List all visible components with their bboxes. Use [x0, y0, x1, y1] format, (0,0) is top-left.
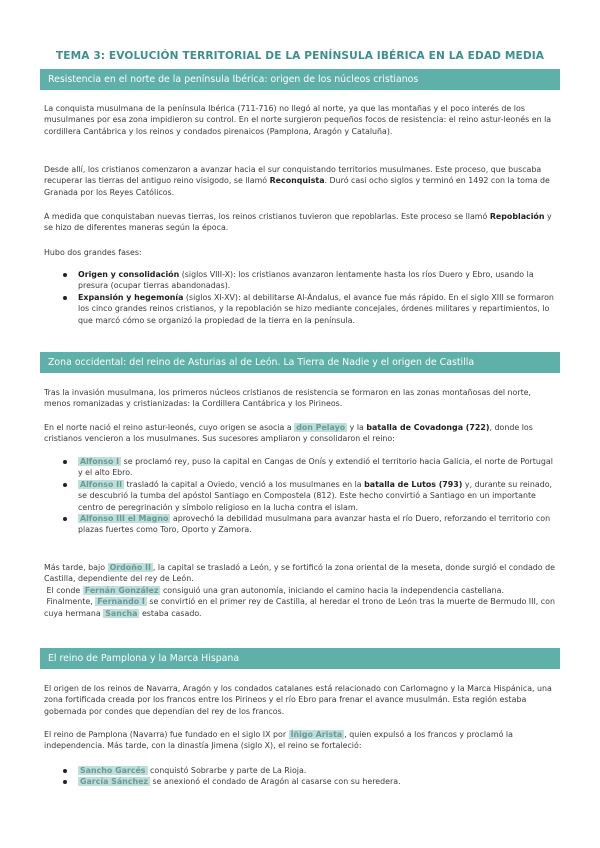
highlighted-name: Alfonso III el Magno	[80, 514, 169, 524]
section1-body	[44, 211, 556, 234]
paragraph: Más tarde, bajo Ordoño II , la capital se trasladó a León, y se fortificó la zona oriental de la meseta, donde surgió el condado de Castilla, dependiente del rey de León.	[44, 563, 556, 584]
highlighted-name: don Pelayo	[296, 423, 346, 432]
list-item: Expansión y hegemonía (siglos XI-XV): al debilitarse Al-Ándalus, el avance fue más rápido. En el siglo XIII se formaron los cinco grandes reinos cristianos, y la repoblación se hizo mediante concejales, órdenes militares y repartimientos, lo que marcó cómo se organizó la propiedad de la tierra en la península.	[44, 292, 556, 326]
paragraph: A medida que conquistaban nuevas tierras, los reinos cristianos tuvieron que repoblarlas. Este proceso se llamó Repoblación y se hizo de diferentes maneras según la época.	[44, 212, 552, 233]
paragraph: Finalmente, Fernando I se convirtió en el primer rey de Castilla, al heredar el trono de León tras la muerte de Bermudo III, con cuya hermana Sancha estaba casado.	[44, 597, 555, 618]
section1-body	[44, 164, 556, 198]
list-item: Alfonso III el Magno aprovechó la debilidad musulmana para avanzar hasta el río Duero, reforzando el territorio con plazas fuertes como Toro, Oporto y Zamora.	[44, 513, 556, 536]
pamplona-list	[44, 765, 556, 788]
highlighted-name: Íñigo Arista	[290, 730, 343, 739]
paragraph: En el norte nació el reino astur-leonés, cuyo origen se asocia a don Pelayo y la batalla de Covadonga (722), donde los cristianos vencieron a los musulmanes. Sus sucesores ampliaron y consolidaron el reino:	[44, 423, 533, 444]
section-heading-zona-occidental: Zona occidental: del reino de Asturias al de León. La Tierra de Nadie y el origen de Castilla	[40, 352, 560, 373]
highlighted-name: Fernán González	[84, 585, 159, 595]
phases-list	[44, 269, 556, 326]
bold-term: Reconquista	[269, 176, 325, 186]
highlighted-name: García Sánchez	[80, 777, 149, 787]
paragraph: Desde allí, los cristianos comenzaron a avanzar hacia el sur conquistando territorios musulmanes. Este proceso, que buscaba recuperar las tierras del antiguo reino visigodo, se llamó Reconquista. Duró casi ocho siglos y terminó en 1492 con la toma de Granada por los Reyes Católicos.	[44, 165, 550, 197]
bold-term: Repoblación	[489, 212, 545, 221]
section1-body	[44, 247, 556, 258]
highlighted-name: Sancho Garcés	[80, 766, 146, 775]
list-item: Alfonso I se proclamó rey, puso la capital en Cangas de Onís y extendió el territorio hacia Galicia, el norte de Portugal y el alto Ebro.	[44, 456, 556, 479]
list-item: Alfonso II trasladó la capital a Oviedo, venció a los musulmanes en la batalla de Lutos (793) y, durante su reinado, se descubrió la tumba del apóstol Santiago en Compostela (812). Este hecho convirtió a Santiago en un importante centro de peregrinación y símbolo religioso en la lucha contra el islam.	[44, 479, 556, 513]
section3-body	[44, 683, 556, 717]
kings-list	[44, 456, 556, 536]
section2-body	[44, 422, 556, 445]
section2-body	[44, 387, 556, 410]
list-item: Origen y consolidación (siglos VIII-X): los cristianos avanzaron lentamente hasta los ríos Duero y Ebro, usando la presura (ocupar tierras abandonadas).	[44, 269, 556, 292]
section1-body	[44, 103, 556, 137]
paragraph: El reino de Pamplona (Navarra) fue fundado en el siglo IX por Íñigo Arista , quien expulsó a los francos y proclamó la independencia. Más tarde, con la dinastía Jimena (siglo X), el reino se fortaleció:	[44, 730, 513, 751]
list-item: Sancho Garcés conquistó Sobrarbe y parte de La Rioja.	[44, 765, 556, 776]
section3-body	[44, 729, 556, 752]
highlighted-name: Fernando I	[97, 597, 145, 607]
section-heading-pamplona: El reino de Pamplona y la Marca Hispana	[40, 648, 560, 669]
highlighted-name: Ordoño II	[109, 563, 151, 572]
highlighted-name: Alfonso I	[80, 457, 120, 466]
paragraph: Hubo dos grandes fases:	[44, 248, 142, 257]
section-heading-resistencia: Resistencia en el norte de la península Ibérica: origen de los núcleos cristianos	[40, 69, 560, 90]
paragraph: El origen de los reinos de Navarra, Aragón y los condados catalanes está relacionado con Carlomagno y la Marca Hispánica, una zona fortificada creada por los francos entre los Pirineos y el río Ebro para frenar el avance musulmán. Esta región estaba gobernada por condes que dependían del rey de los francos.	[44, 684, 552, 716]
highlighted-name: Alfonso II	[80, 479, 123, 489]
paragraph: Tras la invasión musulmana, los primeros núcleos cristianos de resistencia se formaron en las zonas montañosas del norte, menos romanizadas y cristianizadas: la Cordillera Cantábrica y los Pirineos.	[44, 388, 532, 409]
paragraph: La conquista musulmana de la península Ibérica (711-716) no llegó al norte, ya que las montañas y el poco interés de los musulmanes por esa zona impidieron su control. En el norte surgieron pequeños focos de resistencia: el reino astur-leonés en la cordillera Cantábrica y los reinos y condados pirenaicos (Pamplona, Aragón y Cataluña).	[44, 104, 552, 136]
list-item: García Sánchez se anexionó el condado de Aragón al casarse con su heredera.	[44, 776, 556, 787]
section2-body	[44, 562, 556, 619]
highlighted-name: Sancha	[105, 608, 138, 618]
paragraph: El conde Fernán González consiguió una gran autonomía, iniciando el camino hacia la independencia castellana.	[46, 585, 504, 595]
document-title: TEMA 3: EVOLUCIÓN TERRITORIAL DE LA PENÍNSULA IBÉRICA EN LA EDAD MEDIA	[55, 50, 545, 62]
